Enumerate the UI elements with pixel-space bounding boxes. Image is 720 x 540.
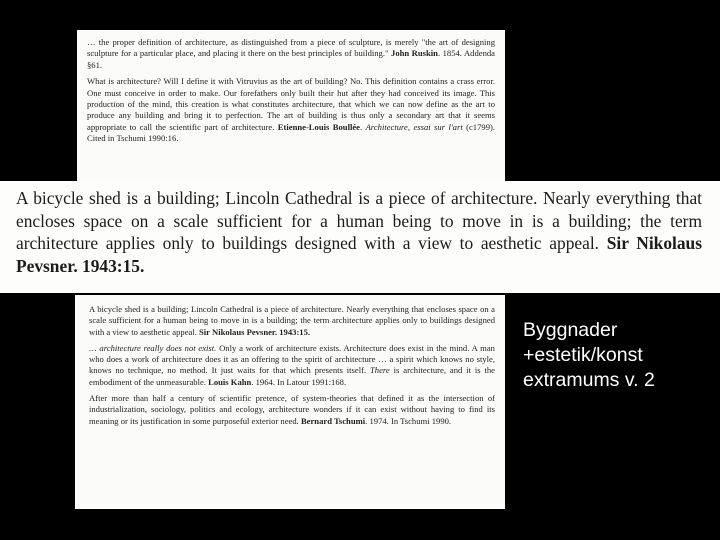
caption-line-1: Byggnader bbox=[523, 319, 618, 341]
boullee-citation: (c1799). Cited in Tschumi 1990:16. bbox=[87, 121, 495, 144]
scanned-page-top bbox=[77, 30, 505, 188]
slide-caption bbox=[523, 318, 713, 393]
ruskin-quote bbox=[87, 37, 495, 71]
ruskin-author: John Ruskin bbox=[391, 48, 438, 59]
zoomed-pevsner-quote bbox=[0, 181, 720, 293]
boullee-quote: What is architecture? Will I define it with Vitruvius as the art of building? No. This definition contains a crass error. One must conceive in order to make. Our forefathers only built their hut after they had conceived its image. This production of the mind, this creation is what constitutes architecture, that which we can now define as the art to produce any building and bring it to perfection. The art of building is thus only a secondary art that it seems appropriate to call the scientific part of architecture. Etienne-Louis Boullée. Architecture, essai sur l'art (c1799). Cited in Tschumi 1990:16. bbox=[87, 76, 495, 144]
kahn-citation: . 1964. In Latour 1991:168. bbox=[251, 376, 347, 387]
caption-line-3: extramums v. 2 bbox=[523, 369, 655, 391]
pevsner-citation: . 1943:15. bbox=[274, 326, 311, 337]
zoom-quote-author: Sir Nikolaus Pevsner bbox=[16, 233, 702, 276]
tschumi-quote bbox=[89, 393, 495, 427]
kahn-author: Louis Kahn bbox=[208, 376, 252, 387]
pevsner-quote-text: A bicycle shed is a building; Lincoln Cathedral is a piece of architecture. Nearly everything that encloses space on a scale sufficient for a human being to move in is a building; the term architecture applies only to buildings designed with a view to aesthetic appeal. bbox=[89, 304, 495, 337]
tschumi-quote-text: After more than half a century of scientific pretence, of system-theories that defined it as the intersection of industrialization, sociology, politics and ecology, architecture wonders if it can exist without having to find its meaning or its justification in some purposeful exterior need. bbox=[89, 393, 495, 426]
boullee-quote-text: What is architecture? Will I define it with Vitruvius as the art of building? No. This definition contains a crass error. One must conceive in order to make. Our forefathers only built their hut after they had conceived its image. This production of the mind, this creation is what constitutes architecture, that which we can now define as the art to produce any building and bring it to perfection. The art of building is thus only a secondary art that it seems appropriate to call the scientific part of architecture. bbox=[87, 76, 495, 132]
kahn-quote-text: Only a work of architecture exists. Architecture does exist in the mind. A man who does a work of architecture does it as an offering to the spirit of architecture … a spirit which knows no style, knows no technique, no method. It just waits for that which presents itself. bbox=[89, 342, 495, 376]
pevsner-quote bbox=[89, 304, 495, 338]
kahn-quote bbox=[89, 343, 495, 388]
zoom-quote-citation: . 1943:15. bbox=[73, 255, 145, 276]
ruskin-citation: . 1854. Addenda §61. bbox=[87, 48, 495, 70]
boullee-author: Etienne-Louis Boullée bbox=[277, 121, 360, 132]
caption-line-2: +estetik/konst bbox=[523, 344, 643, 366]
boullee-work: Architecture, essai sur l'art bbox=[365, 121, 463, 132]
kahn-em-word: There bbox=[370, 365, 390, 376]
tschumi-author: Bernard Tschumi bbox=[300, 415, 366, 426]
kahn-quote-text-after: is architecture, and it is the embodiment of the unmeasurable. bbox=[89, 365, 495, 387]
tschumi-citation: . 1974. In Tschumi 1990. bbox=[365, 415, 452, 426]
pevsner-author: Sir Nikolaus Pevsner bbox=[199, 326, 275, 337]
scanned-page-bottom bbox=[75, 295, 505, 509]
kahn-lead: … architecture really does not exist. bbox=[89, 342, 217, 353]
ruskin-quote-text: … the proper definition of architecture, as distinguished from a piece of sculpture, is merely "the art of designing sculpture for a particular place, and placing it there on the best principles of building." bbox=[87, 37, 495, 59]
zoom-quote-text: A bicycle shed is a building; Lincoln Cathedral is a piece of architecture. Nearly everything that encloses space on a scale sufficient for a human being to move in is a building; the term architecture applies only to buildings designed with a view to aesthetic appeal. bbox=[16, 188, 702, 254]
